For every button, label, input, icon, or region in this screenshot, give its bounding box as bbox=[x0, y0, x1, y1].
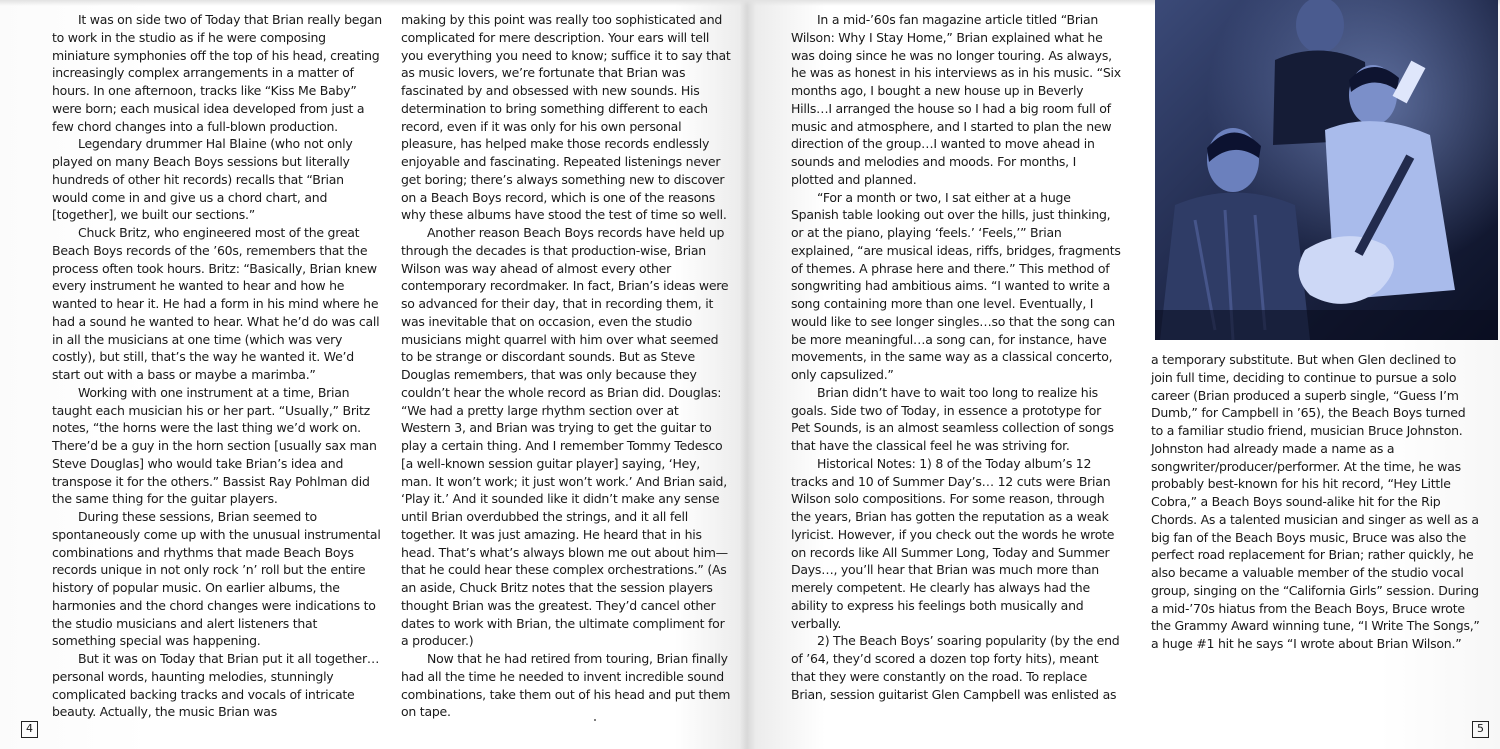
right-page-column-1 bbox=[791, 11, 1121, 703]
left-page-column-2 bbox=[401, 11, 731, 721]
paragraph: Another reason Beach Boys records have held up through the decades is that production-wise, Brian Wilson was way ahead of almost every other contemporary recordmaker. In fact, Brian’s ideas were so advanced for their day, that in recording them, it was inevitable that on occasion, even the studio musicians might quarrel with him over what seemed to be strange or discordant sounds. But as Steve Douglas remembers, that was only because they couldn’t hear the whole record as Brian did. Douglas: “We had a pretty large rhythm section over at Western 3, and Brian was trying to get the guitar to play a certain thing. And I remember Tommy Tedesco [a well-known session guitar player] saying, ‘Hey, man. It won’t work; it just won’t work.’ And Brian said, ‘Play it.’ And it sounded like it didn’t make any sense until Brian overdubbed the strings, and it all fell together. It was just amazing. He heard that in his head. That’s what’s always blown me out about him—that he could hear these complex orchestrations.” (As an aside, Chuck Britz notes that the session players thought Brian was the greatest. They’d cancel other dates to work with Brian, the ultimate compliment for a producer.) bbox=[401, 225, 729, 649]
right-page-column-2 bbox=[1151, 351, 1481, 653]
paragraph: Now that he had retired from touring, Brian finally had all the time he needed to invent incredible sound combinations, take them out of his head and put them on tape. bbox=[401, 651, 731, 720]
page-number-left: 4 bbox=[21, 721, 38, 738]
paragraph: “For a month or two, I sat either at a huge Spanish table looking out over the hills, just thinking, or at the piano, playing ‘feels.’ ‘Feels,’” Brian explained, “are musical ideas, riffs, bridges, fragments of themes. A phrase here and there.” This method of songwriting had ambitious aims. “I wanted to write a song containing more than one level. Eventually, I would like to see longer singles…so that the song can be more meaningful…a song can, for instance, have movements, in the same way as a classical concerto, only capsulized.” bbox=[791, 189, 1121, 382]
paragraph: Historical Notes: 1) 8 of the Today album’s 12 tracks and 10 of Summer Day’s… 12 cuts were Brian Wilson solo compositions. For some reason, through the years, Brian has gotten the reputation as a weak lyricist. However, if you check out the words he wrote on records like All Summer Long, Today and Summer Days…, you’ll hear that Brian was much more than merely competent. He clearly has always had the ability to express his feelings both musically and verbally. bbox=[791, 455, 1115, 631]
page-number-right: 5 bbox=[1472, 721, 1489, 738]
band-photo bbox=[1155, 0, 1498, 340]
paragraph-continued: making by this point was really too sophisticated and complicated for mere description. Your ears will tell you everything you need to know; suffice it to say that as music lovers, we’re fortunate that Brian was fascinated by and obsessed with new sounds. His determination to bring something different to each record, even if it was only for his own personal pleasure, has helped make those records endlessly enjoyable and fascinating. Repeated listenings never get boring; there’s always something new to discover on a Beach Boys record, which is one of the reasons why these albums have stood the test of time so well. bbox=[401, 12, 731, 223]
paragraph: Legendary drummer Hal Blaine (who not only played on many Beach Boys sessions but literally hundreds of other hit records) recalls that “Brian would come in and give us a chord chart, and [together], we built our sections.” bbox=[52, 136, 353, 223]
paragraph: 2) The Beach Boys’ soaring popularity (by the end of ’64, they’d scored a dozen top forty hits), meant that they were constantly on the road. To replace Brian, session guitarist Glen Campbell was enlisted as bbox=[791, 633, 1120, 702]
paragraph: Brian didn’t have to wait too long to realize his goals. Side two of Today, in essence a prototype for Pet Sounds, is an almost seamless collection of songs that have the classical feel he was striving for. bbox=[791, 384, 1114, 453]
paragraph: Working with one instrument at a time, Brian taught each musician his or her part. “Usually,” Britz notes, “the horns were the last thing we’d work on. There’d be a guy in the horn section [usually sax man Steve Douglas] who would take Brian’s idea and transpose it for the others.” Bassist Ray Pohlman did the same thing for the guitar players. bbox=[52, 384, 377, 507]
paragraph: Chuck Britz, who engineered most of the great Beach Boys records of the ’60s, remembers that the process often took hours. Britz: “Basically, Brian knew every instrument he wanted to hear and how he wanted to hear it. He had a form in his mind where he had a sound he wanted to hear. What he’d do was call in all the musicians at one time (which was very costly), but still, that’s the way he wanted it. We’d start out with a bass or maybe a marimba.” bbox=[52, 225, 380, 382]
left-page-column-1 bbox=[52, 11, 382, 721]
paragraph: During these sessions, Brian seemed to spontaneously come up with the unusual instrumental combinations and rhythms that made Beach Boys records unique in not only rock ’n’ roll but the entire history of popular music. On earlier albums, the harmonies and the chord changes were indications to the studio musicians and alert listeners that something special was happening. bbox=[52, 509, 381, 649]
print-speck bbox=[594, 719, 596, 721]
paragraph: But it was on Today that Brian put it all together…personal words, haunting melodies, stunningly complicated backing tracks and vocals of intricate beauty. Actually, the music Brian was bbox=[52, 651, 380, 720]
paragraph: In a mid-’60s fan magazine article titled “Brian Wilson: Why I Stay Home,” Brian explained what he was doing since he was no longer touring. As always, he was as honest in his interviews as in his music. “Six months ago, I bought a new house up in Beverly Hills…I arranged the house so I had a big room full of music and atmosphere, and I started to plan the new direction of the group…I wanted to move ahead in sounds and melodies and moods. For months, I plotted and planned. bbox=[791, 12, 1121, 187]
paragraph: It was on side two of Today that Brian really began to work in the studio as if he were composing miniature symphonies off the top of his head, creating increasingly complex arrangements in a matter of hours. In one afternoon, tracks like “Kiss Me Baby” were born; each musical idea developed from just a few chord changes into a full-blown production. bbox=[52, 12, 382, 134]
paragraph-continued: a temporary substitute. But when Glen declined to join full time, deciding to continue to pursue a solo career (Brian produced a superb single, “Guess I’m Dumb,” for Campbell in ’65), the Beach Boys turned to a familiar studio friend, musician Bruce Johnston. Johnston had already made a name as a songwriter/producer/performer. At the time, he was probably best-known for his hit record, “Hey Little Cobra,” a Beach Boys sound-alike hit for the Rip Chords. As a talented musician and singer as well as a big fan of the Beach Boys music, Bruce was also the perfect road replacement for Brian; rather quickly, he also became a valuable member of the studio vocal group, singing on the “California Girls” session. During a mid-’70s hiatus from the Beach Boys, Bruce wrote the Grammy Award winning tune, “I Write The Songs,” a huge #1 hit he says “I wrote about Brian Wilson.” bbox=[1151, 352, 1480, 651]
